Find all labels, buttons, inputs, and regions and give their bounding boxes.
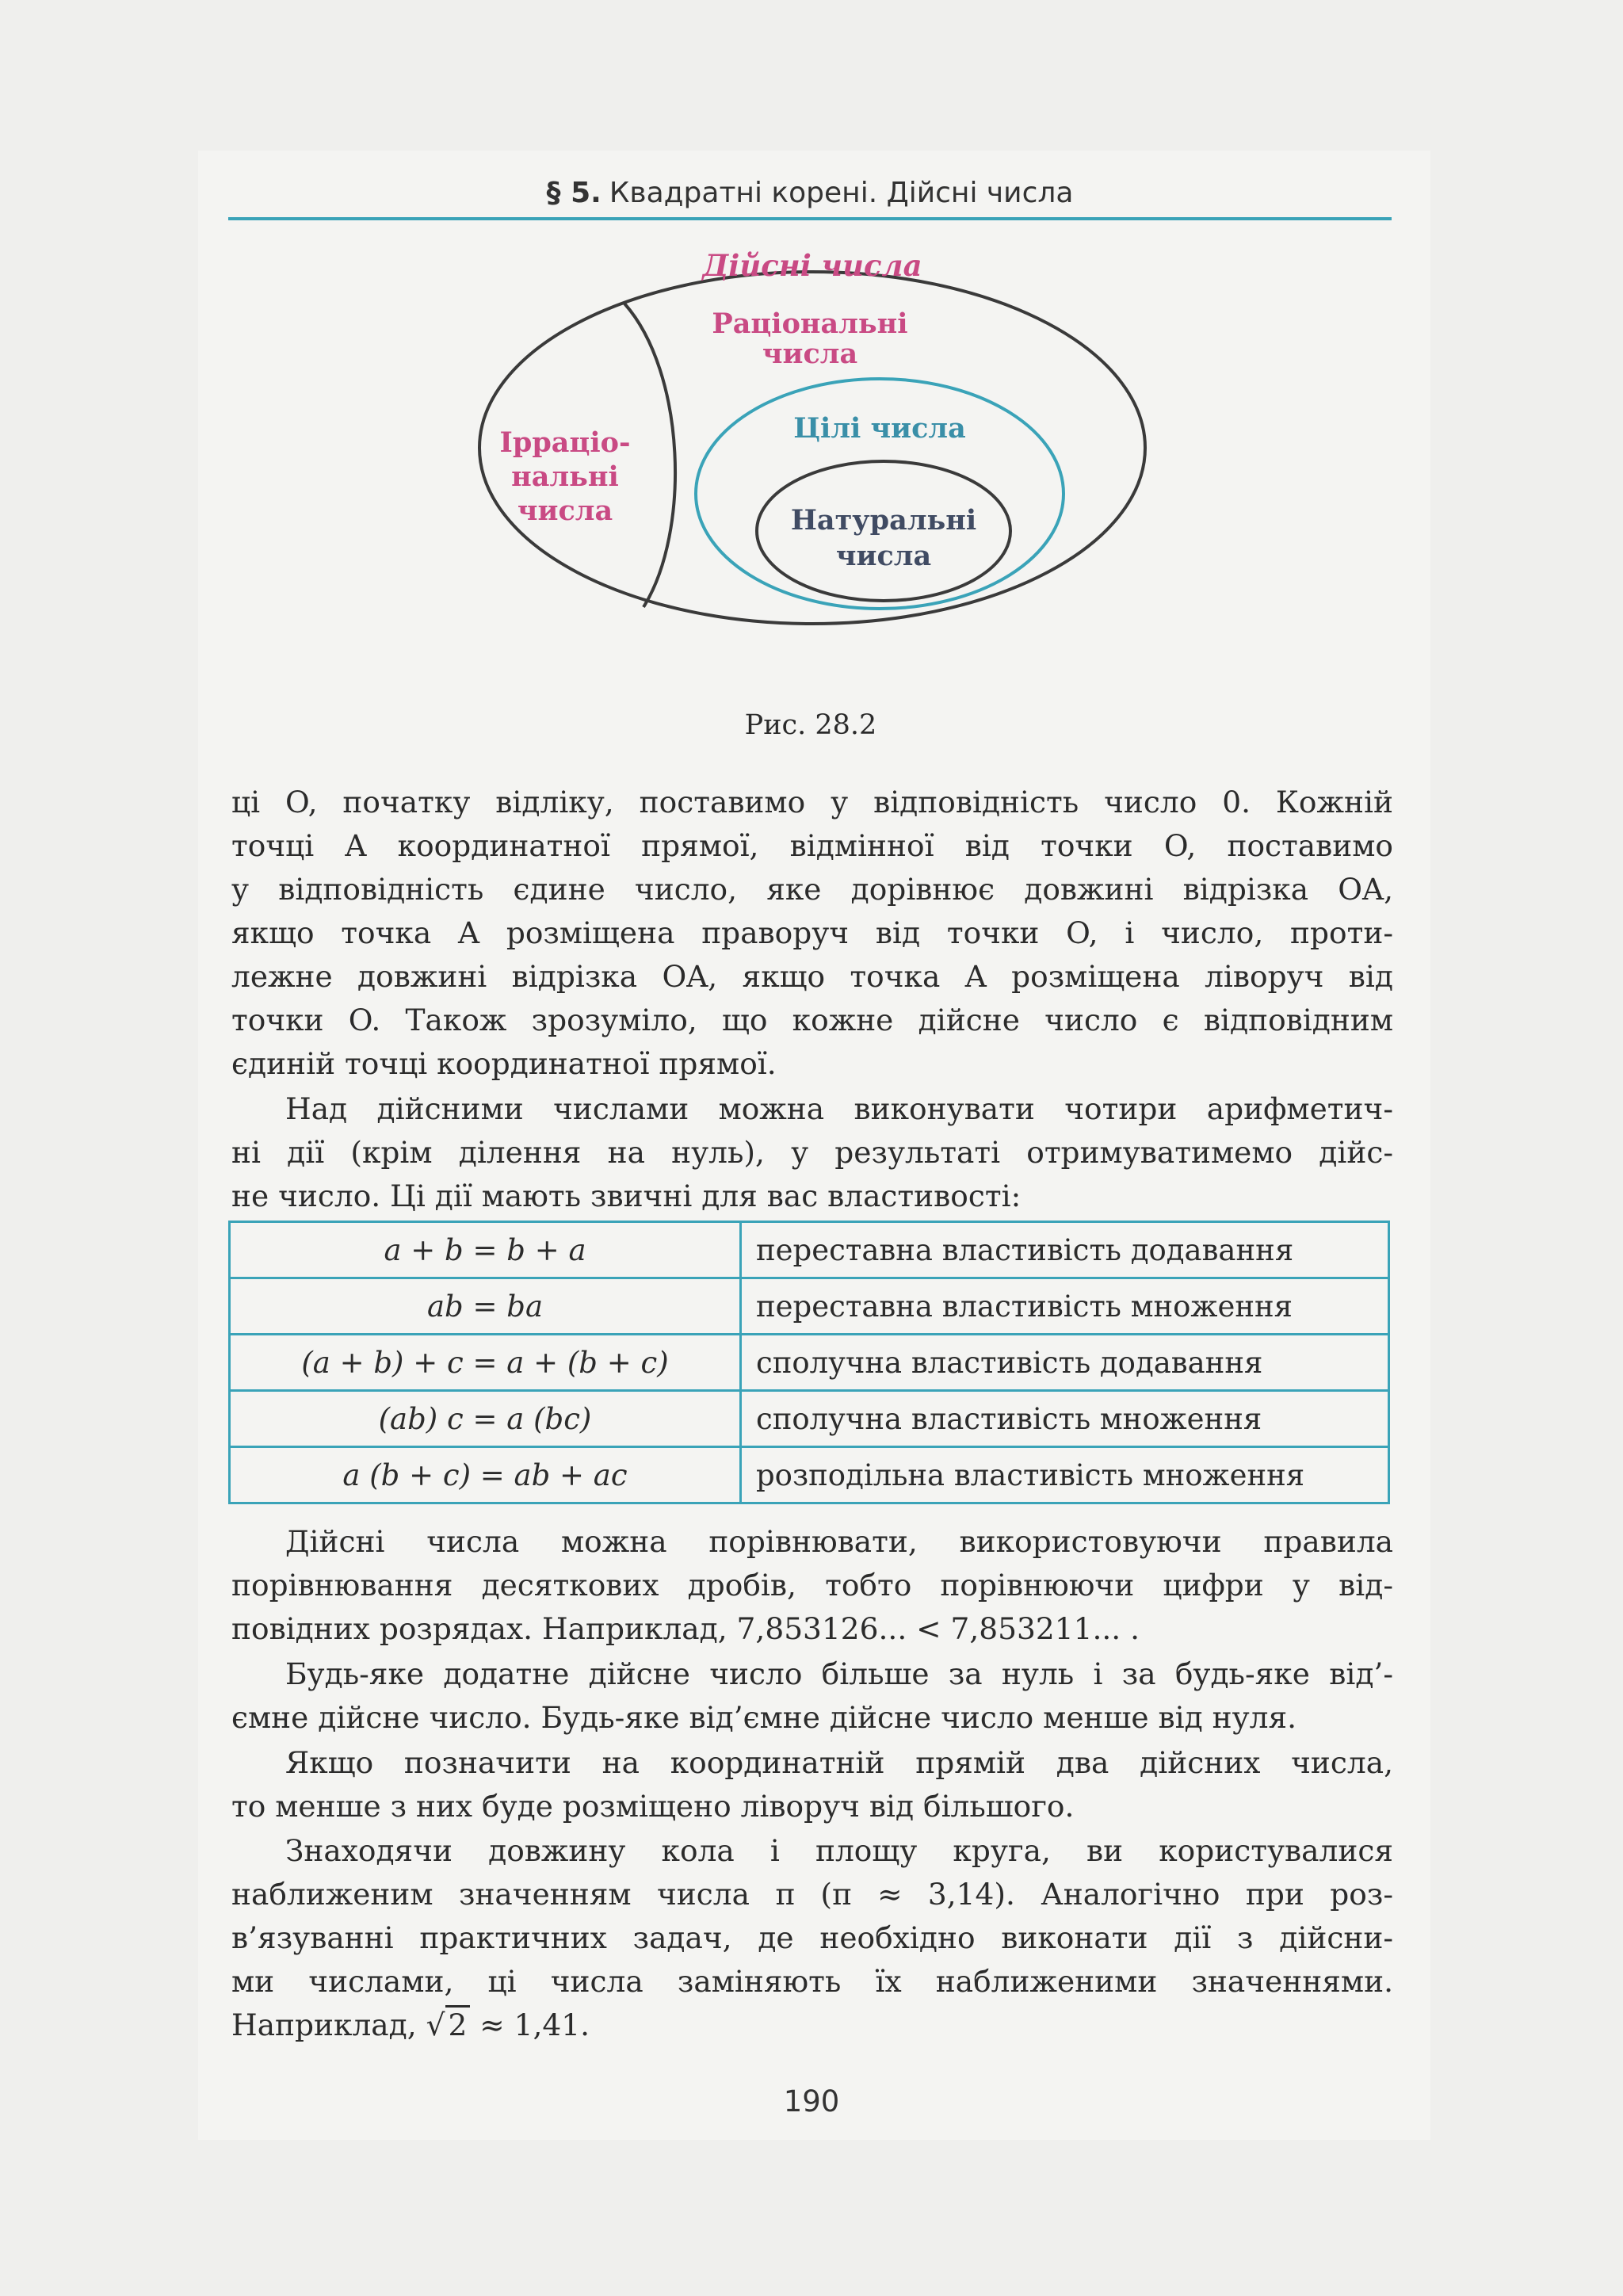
properties-table bbox=[228, 1221, 1390, 1504]
figure-caption: Рис. 28.2 bbox=[744, 709, 877, 741]
paragraph-last-line bbox=[231, 2004, 1393, 2047]
property-cell: переставна властивість множення bbox=[741, 1278, 1389, 1335]
paragraph-line: ці O, початку відліку, поставимо у відповідність число 0. Кожній bbox=[231, 785, 1393, 819]
paragraph-line: лежне довжині відрізка OA, якщо точка A розміщена ліворуч від bbox=[231, 959, 1393, 994]
paragraph-line: Знаходячи довжину кола і площу круга, ви користувалися bbox=[285, 1833, 1393, 1868]
paragraph-line: повідних розрядах. Наприклад, 7,853126... < 7,853211... . bbox=[231, 1611, 1140, 1646]
property-cell: сполучна властивість множення bbox=[741, 1391, 1389, 1447]
paragraph-line: Якщо позначити на координатній прямій два дійсних числа, bbox=[285, 1745, 1393, 1780]
formula-cell: a (b + c) = ab + ac bbox=[230, 1447, 741, 1503]
property-cell: переставна властивість додавання bbox=[741, 1222, 1389, 1278]
paragraph-line: порівнювання десяткових дробів, тобто порівнюючи цифри у від- bbox=[231, 1568, 1393, 1603]
natural-label-line1: Натуральні bbox=[790, 504, 977, 537]
square-root: √ 2 bbox=[426, 2004, 471, 2047]
formula-cell: (a + b) + c = a + (b + c) bbox=[230, 1335, 741, 1391]
table-row bbox=[230, 1391, 1389, 1447]
formula-cell: ab = ba bbox=[230, 1278, 741, 1335]
integers-label: Цілі числа bbox=[793, 412, 966, 445]
paragraph-line: не число. Ці дії мають звичні для вас властивості: bbox=[231, 1179, 1022, 1213]
paragraph-line: у відповідність єдине число, яке дорівнює довжині відрізка OA, bbox=[231, 872, 1393, 907]
section-title: Квадратні корені. Дійсні числа bbox=[609, 176, 1074, 209]
approx-value: ≈ 1,41. bbox=[470, 2008, 590, 2042]
table-row bbox=[230, 1335, 1389, 1391]
paragraph-line: Над дійсними числами можна виконувати чотири арифметич- bbox=[285, 1091, 1393, 1126]
natural-label-line2: числа bbox=[835, 540, 932, 572]
irrational-label-line1: Ірраціо- bbox=[499, 426, 631, 459]
formula-cell: (ab) c = a (bc) bbox=[230, 1391, 741, 1447]
rational-label-line2: числа bbox=[762, 338, 858, 370]
paragraph-line: єдиній точці координатної прямої. bbox=[231, 1046, 777, 1081]
table-row bbox=[230, 1447, 1389, 1503]
paragraph-line: ми числами, ці числа заміняють їх наближеними значеннями. bbox=[231, 1964, 1393, 1999]
paragraph-line: ні дії (крім ділення на нуль), у результаті отримуватимемо дійс- bbox=[231, 1135, 1393, 1170]
radicand: 2 bbox=[445, 2005, 471, 2042]
section-number: § 5. bbox=[546, 176, 601, 209]
paragraph-line: Дійсні числа можна порівнювати, використовуючи правила bbox=[285, 1524, 1393, 1559]
formula-cell: a + b = b + a bbox=[230, 1222, 741, 1278]
paragraph-line: Будь-яке додатне дійсне число більше за нуль і за будь-яке від’- bbox=[285, 1656, 1393, 1691]
table-row bbox=[230, 1278, 1389, 1335]
irrational-label-line2: нальні bbox=[511, 460, 619, 493]
rational-irrational-boundary bbox=[624, 304, 675, 607]
running-header bbox=[228, 168, 1392, 220]
example-prefix: Наприклад, bbox=[231, 2008, 426, 2042]
table-row bbox=[230, 1222, 1389, 1278]
paragraph-line: в’язуванні практичних задач, де необхідно виконати дії з дійсни- bbox=[231, 1920, 1393, 1955]
page-number: 190 bbox=[783, 2084, 840, 2118]
irrational-label-line3: числа bbox=[517, 495, 613, 527]
rational-label-line1: Раціональні bbox=[712, 308, 908, 340]
property-cell: сполучна властивість додавання bbox=[741, 1335, 1389, 1391]
real-numbers-diagram bbox=[412, 230, 1220, 705]
paragraph-line: точки O. Також зрозуміло, що кожне дійсне число є відповідним bbox=[231, 1003, 1393, 1037]
paragraph-line: то менше з них буде розміщено ліворуч від більшого. bbox=[231, 1789, 1075, 1824]
paragraph-line: якщо точка A розміщена праворуч від точки O, і число, проти- bbox=[231, 915, 1393, 950]
property-cell: розподільна властивість множення bbox=[741, 1447, 1389, 1503]
paragraph-line: ємне дійсне число. Будь-яке від’ємне дійсне число менше від нуля. bbox=[231, 1700, 1297, 1735]
diagram-title: Дійсні числа bbox=[702, 248, 922, 283]
paragraph-line: точці A координатної прямої, відмінної від точки O, поставимо bbox=[231, 828, 1393, 863]
paragraph-line: наближеним значенням числа π (π ≈ 3,14). Аналогічно при роз- bbox=[231, 1877, 1393, 1912]
